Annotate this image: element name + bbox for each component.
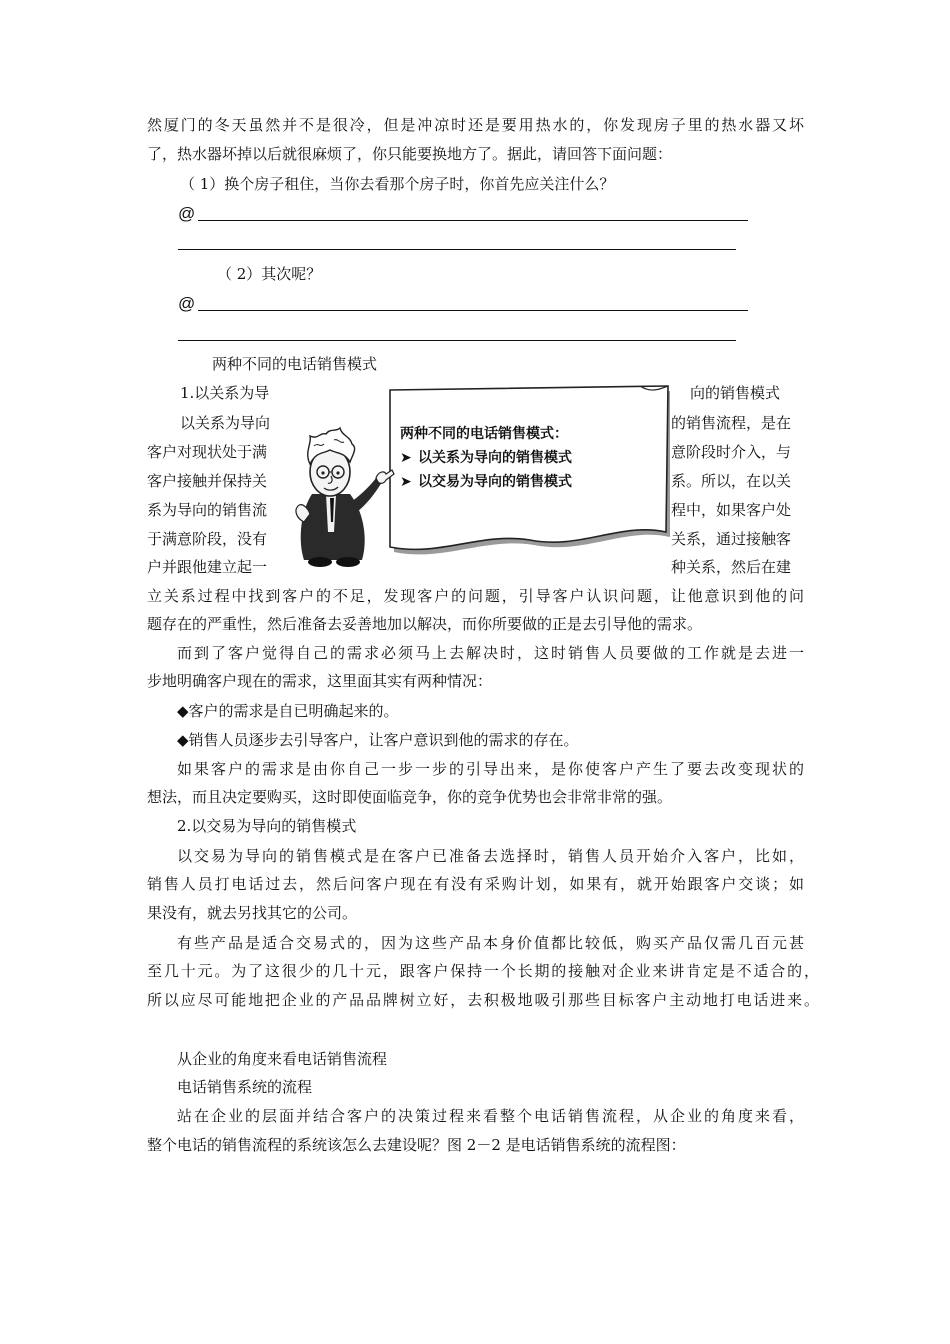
answer-2-blank-line-2[interactable] xyxy=(178,340,736,341)
figure-item-2: 以交易为导向的销售模式 xyxy=(418,474,572,490)
paper-callout xyxy=(390,386,668,549)
bullet-1: ◆客户的需求是自已明确起来的。 xyxy=(177,702,399,720)
wrap-left-5: 于满意阶段，没有 xyxy=(147,530,268,548)
para-1-line-1: 立关系过程中找到客户的不足，发现客户的问题，引导客户认识问题，让他意识到他的问 xyxy=(147,587,804,605)
intro-line-2: 了，热水器坏掉以后就很麻烦了，你只能要换地方了。据此，请回答下面问题： xyxy=(147,145,673,163)
bullet-2: ◆销售人员逐步去引导客户，让客户意识到他的需求的存在。 xyxy=(177,731,579,749)
wrap-right-2: 意阶段时介入，与 xyxy=(671,443,792,461)
answer-2-blank-line-1[interactable] xyxy=(198,310,748,311)
para-5-line-1: 有些产品是适合交易式的，因为这些产品本身价值都比较低，购买产品仅需几百元甚 xyxy=(177,934,804,952)
para-3-line-1: 如果客户的需求是由你自己一步一步的引导出来，是你使客户产生了要去改变现状的 xyxy=(177,760,804,778)
section-2-subtitle: 电话销售系统的流程 xyxy=(177,1078,313,1096)
figure-title: 两种不同的电话销售模式： xyxy=(400,426,568,442)
para-2-line-1: 而到了客户觉得自己的需求必须马上去解决时，这时销售人员要做的工作就是去进一 xyxy=(177,644,804,662)
para-5-line-2: 至几十元。为了这很少的几十元，跟客户保持一个长期的接触对企业来讲肯定是不适合的， xyxy=(147,962,819,980)
question-1: （ 1）换个房子租住，当你去看那个房子时，你首先应关注什么？ xyxy=(180,175,615,193)
question-2: （ 2）其次呢？ xyxy=(217,265,322,283)
subsection-2-heading: 2.以交易为导向的销售模式 xyxy=(177,817,357,835)
figure-item-1: 以关系为导向的销售模式 xyxy=(418,450,572,466)
wrap-right-5: 关系，通过接触客 xyxy=(671,530,792,548)
para-2-line-2: 步地明确客户现在的需求，这里面其实有两种情况： xyxy=(147,672,493,690)
cartoon-salesman-icon xyxy=(296,428,394,567)
wrap-right-3: 系。所以，在以关 xyxy=(671,472,792,490)
sales-modes-figure xyxy=(290,382,670,572)
sales-modes-illustration xyxy=(290,382,670,572)
para-1-line-2: 题存在的严重性，然后准备去妥善地加以解决，而你所要做的正是去引导他的需求。 xyxy=(147,615,703,633)
para-4-line-1: 以交易为导向的销售模式是在客户已准备去选择时，销售人员开始介入客户，比如， xyxy=(177,847,804,865)
figure-arrow-2-icon: ➤ xyxy=(400,474,412,490)
answer-2-at-symbol: @ xyxy=(178,294,196,313)
subsection-1-heading-left: 1.以关系为导 xyxy=(180,384,270,402)
para-4-line-2: 销售人员打电话过去，然后问客户现在有没有采购计划，如果有，就开始跟客户交谈；如 xyxy=(147,875,804,893)
para-4-line-3: 果没有，就去另找其它的公司。 xyxy=(147,904,358,922)
wrap-right-6: 种关系，然后在建 xyxy=(671,558,792,576)
figure-arrow-1-icon: ➤ xyxy=(400,450,412,466)
wrap-right-4: 程中，如果客户处 xyxy=(671,501,792,519)
wrap-left-3: 客户接触并保持关 xyxy=(147,472,268,490)
wrap-left-6: 户并跟他建立起一 xyxy=(147,558,268,576)
section-2-para-line-2: 整个电话的销售流程的系统该怎么去建设呢？图 2－2 是电话销售系统的流程图： xyxy=(147,1136,686,1154)
wrap-left-4: 系为导向的销售流 xyxy=(147,501,268,519)
wrap-right-1: 的销售流程，是在 xyxy=(671,414,792,432)
para-5-line-3: 所以应尽可能地把企业的产品品牌树立好，去积极地吸引那些目标客户主动地打电话进来。 xyxy=(147,991,819,1009)
answer-1-at-symbol: @ xyxy=(178,204,196,223)
para-3-line-2: 想法，而且决定要购买，这时即使面临竞争，你的竞争优势也会非常非常的强。 xyxy=(147,788,673,806)
answer-1-blank-line-2[interactable] xyxy=(178,249,736,250)
wrap-left-1: 以关系为导向 xyxy=(180,414,271,432)
answer-1-blank-line-1[interactable] xyxy=(198,220,748,221)
subsection-1-heading-right: 向的销售模式 xyxy=(690,384,781,402)
intro-line-1: 然厦门的冬天虽然并不是很冷，但是冲凉时还是要用热水的，你发现房子里的热水器又坏 xyxy=(147,116,804,134)
section-2-para-line-1: 站在企业的层面并结合客户的决策过程来看整个电话销售流程，从企业的角度来看， xyxy=(177,1107,804,1125)
section-1-title: 两种不同的电话销售模式 xyxy=(212,355,378,373)
wrap-left-2: 客户对现状处于满 xyxy=(147,443,268,461)
section-2-title: 从企业的角度来看电话销售流程 xyxy=(177,1050,388,1068)
